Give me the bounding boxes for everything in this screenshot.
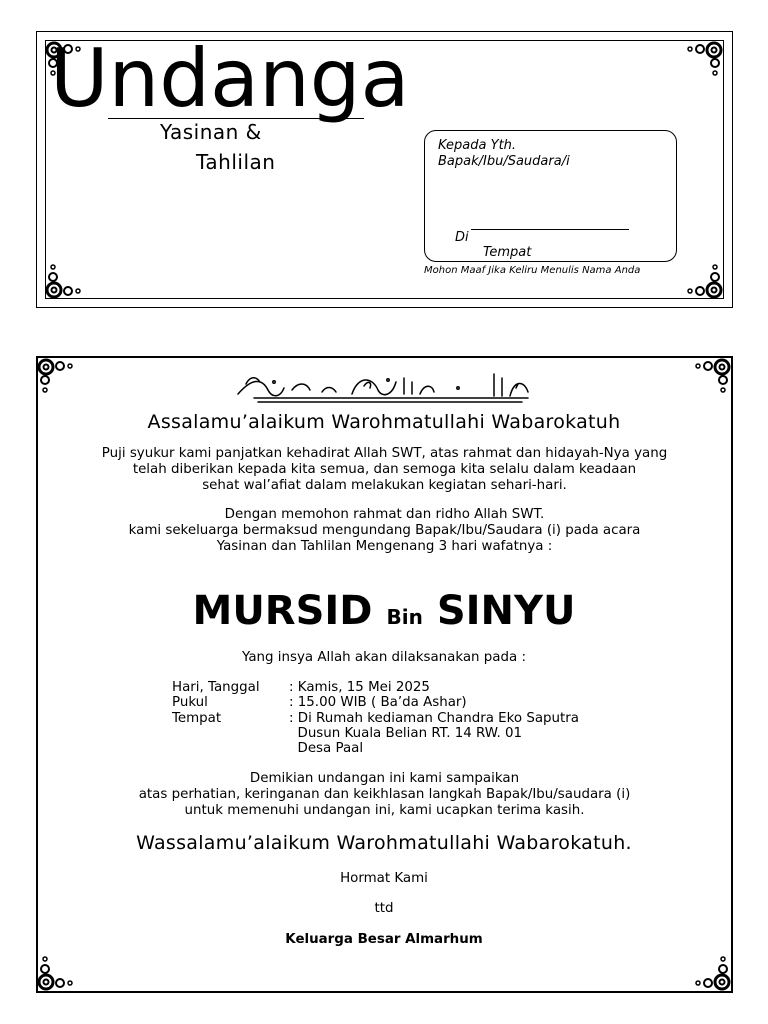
detail-value: : Di Rumah kediaman Chandra Eko Saputra xyxy=(289,711,580,726)
address-di: Di xyxy=(455,230,469,245)
detail-label: Pukul xyxy=(172,695,208,710)
apology-note: Mohon Maaf Jika Keliru Menulis Nama Anda xyxy=(424,265,641,276)
detail-value: Desa Paal xyxy=(289,741,364,756)
address-blank-line xyxy=(471,229,629,230)
circle-scroll-ornament-icon xyxy=(692,357,732,397)
address-to: Kepada Yth. xyxy=(438,138,517,153)
detail-value: Dusun Kuala Belian RT. 14 RW. 01 xyxy=(289,726,523,741)
paragraph-line: kami sekeluarga bermaksud mengundang Bapak/Ibu/Saudara (i) pada acara xyxy=(128,523,641,538)
envelope-subtitle-line1: Yasinan & xyxy=(160,120,262,144)
detail-label: Hari, Tanggal xyxy=(172,680,260,695)
paragraph-line: Dengan memohon rahmat dan ridho Allah SWT. xyxy=(224,507,545,522)
bismillah-calligraphy-icon xyxy=(232,368,538,408)
envelope-title: Undanga xyxy=(50,32,410,125)
paragraph-line: Yasinan dan Tahlilan Mengenang 3 hari wafatnya : xyxy=(216,539,553,554)
paragraph-line: Demikian undangan ini kami sampaikan xyxy=(249,771,520,786)
circle-scroll-ornament-icon xyxy=(36,357,76,397)
opening-paragraph xyxy=(36,446,733,494)
paragraph-line: telah diberikan kepada kita semua, dan semoga kita selalu dalam keadaan xyxy=(132,462,637,477)
circle-scroll-ornament-icon xyxy=(36,952,76,992)
invitation-paragraph xyxy=(36,507,733,555)
address-box xyxy=(424,130,677,262)
greeting: Assalamu’alaikum Warohmatullahi Wabarokatuh xyxy=(147,411,621,433)
closing-paragraph xyxy=(36,771,733,819)
circle-scroll-ornament-icon xyxy=(44,260,84,300)
regards: Hormat Kami xyxy=(340,871,428,886)
envelope-subtitle-line2: Tahlilan xyxy=(196,150,276,174)
circle-scroll-ornament-icon xyxy=(692,952,732,992)
name-father: SINYU xyxy=(436,588,576,634)
detail-label: Tempat xyxy=(172,711,222,726)
closing-greeting: Wassalamu’alaikum Warohmatullahi Wabarokatuh. xyxy=(136,832,632,854)
paragraph-line: Puji syukur kami panjatkan kehadirat Allah SWT, atas rahmat dan hidayah-Nya yang xyxy=(101,446,668,461)
detail-value: : Kamis, 15 Mei 2025 xyxy=(289,680,430,695)
detail-value: : 15.00 WIB ( Ba’da Ashar) xyxy=(289,695,467,710)
paragraph-line: untuk memenuhi undangan ini, kami ucapkan terima kasih. xyxy=(184,803,585,818)
title-underline xyxy=(108,118,364,119)
address-recipient: Bapak/Ibu/Saudara/i xyxy=(438,154,570,169)
schedule-intro: Yang insya Allah akan dilaksanakan pada : xyxy=(241,650,526,665)
signature: ttd xyxy=(374,901,394,916)
name-first: MURSID xyxy=(192,588,373,634)
paragraph-line: sehat wal’afiat dalam melakukan kegiatan sehari-hari. xyxy=(202,478,567,493)
address-tempat: Tempat xyxy=(483,245,532,260)
circle-scroll-ornament-icon xyxy=(684,40,724,80)
paragraph-line: atas perhatian, keringanan dan keikhlasan langkah Bapak/Ibu/saudara (i) xyxy=(138,787,631,802)
name-bin: Bin xyxy=(386,605,423,629)
circle-scroll-ornament-icon xyxy=(684,260,724,300)
deceased-name xyxy=(0,588,768,634)
family-signoff: Keluarga Besar Almarhum xyxy=(285,932,483,947)
